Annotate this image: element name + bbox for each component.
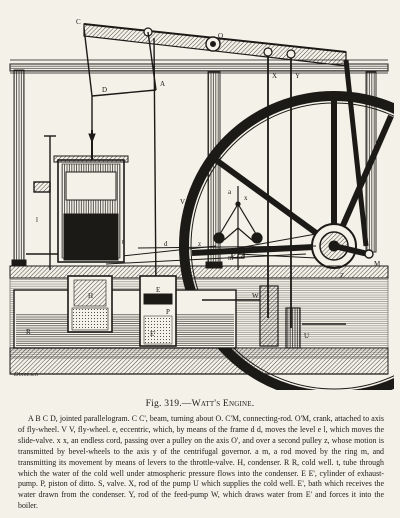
label-d-small: d — [164, 240, 168, 248]
condenser — [68, 276, 112, 332]
steam-cylinder — [54, 128, 128, 262]
label-o: O — [218, 32, 224, 40]
label-m: m — [228, 254, 234, 262]
label-y: Y — [295, 72, 301, 80]
label-a: A — [160, 80, 166, 88]
label-e: E — [156, 286, 161, 294]
figure-title: Watt's Engine. — [191, 398, 255, 409]
label-x-small: x — [244, 194, 248, 202]
label-h: H — [88, 292, 94, 300]
label-t: t — [122, 238, 124, 246]
label-c: C — [76, 18, 81, 26]
label-z-cap: Z — [340, 272, 345, 280]
label-r: R — [26, 328, 31, 336]
label-m-cap: M — [374, 260, 381, 268]
label-x: X — [272, 72, 278, 80]
label-e-prime: E' — [150, 330, 156, 338]
cold-well — [14, 290, 236, 348]
label-a-small: a — [228, 188, 232, 196]
label-l: l — [36, 216, 38, 224]
legend-text: A B C D, jointed parallelogram. C C', beam, turning about O. C'M, connecting-rod. O'M, crank, attached to axis of fly-wheel. V V, fly-wheel. e, eccentric, which, by means of the frame d d, moves the level e l, which moves the slide-valve. x x, an endless cord, passing over a pulley on the axis O', and over a second pulley z, whose motion is transmitted by bevel-wheels to the axis y of the centrifugal governor. a m, a rod moved by the ring m, and transmitting its movement by means of levers to the throttle-valve. H, condenser. R R, cold well. t, tube through which the water of the cold well under atmospheric pressure flows into the condenser. E E', cylinder of exhaust-pump. P, piston of ditto. S, valve. X, rod of the pump U which supplies the cold well. E', bath which receives the water drawn from the condenser. Y, rod of the feed-pump W, which draws water from E' and forces it into the boiler. — [18, 414, 384, 511]
engine-illustration — [6, 8, 394, 390]
steam-pipes — [26, 136, 58, 270]
foundation — [10, 348, 388, 374]
label-v: V — [180, 198, 186, 206]
parallel-motion — [84, 28, 156, 160]
label-z: z — [198, 240, 202, 248]
engraver-signature: Dinnesen — [14, 372, 39, 378]
figure-number: Fig. 319.— — [145, 398, 192, 409]
label-u: U — [304, 332, 310, 340]
label-d: D — [102, 86, 108, 94]
label-p: P — [166, 308, 170, 316]
figure-legend — [18, 414, 384, 512]
label-w: W — [252, 292, 259, 300]
figure-caption — [0, 398, 400, 409]
